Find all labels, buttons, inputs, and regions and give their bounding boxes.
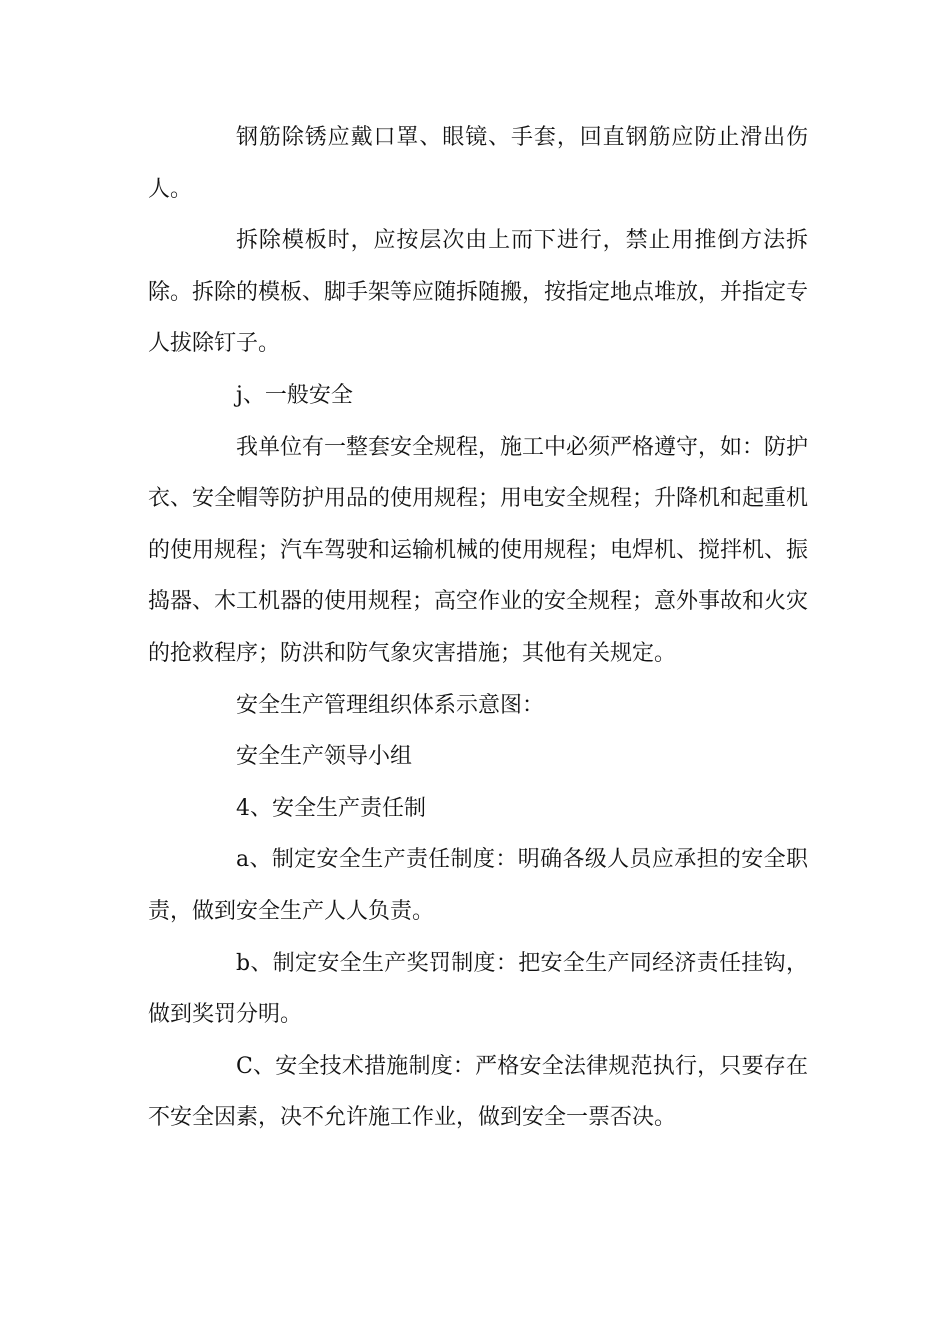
heading-general-safety: j、一般安全	[236, 382, 353, 408]
paragraph-formwork-removal: 拆除模板时，应按层次由上而下进行，禁止用推倒方法拆除。拆除的模板、脚手架等应随拆随搬，按指定地点堆放，并指定专人拔除钉子。	[148, 228, 809, 357]
paragraph-org-diagram-caption: 安全生产管理组织体系示意图：	[236, 692, 545, 718]
document-body	[148, 112, 808, 1144]
paragraph-item-c: C、安全技术措施制度：严格安全法律规范执行，只要存在不安全因素，决不允许施工作业，做到安全一票否决。	[148, 1053, 808, 1131]
heading-responsibility-system: 4、安全生产责任制	[236, 795, 426, 821]
paragraph-item-a: a、制定安全生产责任制度：明确各级人员应承担的安全职责，做到安全生产人人负责。	[148, 847, 808, 924]
paragraph-leadership-group: 安全生产领导小组	[236, 744, 413, 770]
paragraph-rebar-derusting: 钢筋除锈应戴口罩、眼镜、手套，回直钢筋应防止滑出伤人。	[148, 125, 808, 202]
paragraph-item-b: b、制定安全生产奖罚制度：把安全生产同经济责任挂钩，做到奖罚分明。	[148, 950, 808, 1028]
paragraph-safety-regulations: 我单位有一整套安全规程，施工中必须严格遵守，如：防护衣、安全帽等防护用品的使用规程；用电安全规程；升降机和起重机的使用规程；汽车驾驶和运输机械的使用规程；电焊机、搅拌机、振捣器、木工机器的使用规程；高空作业的安全规程；意外事故和火灾的抢救程序；防洪和防气象灾害措施；其他有关规定。	[148, 434, 809, 666]
